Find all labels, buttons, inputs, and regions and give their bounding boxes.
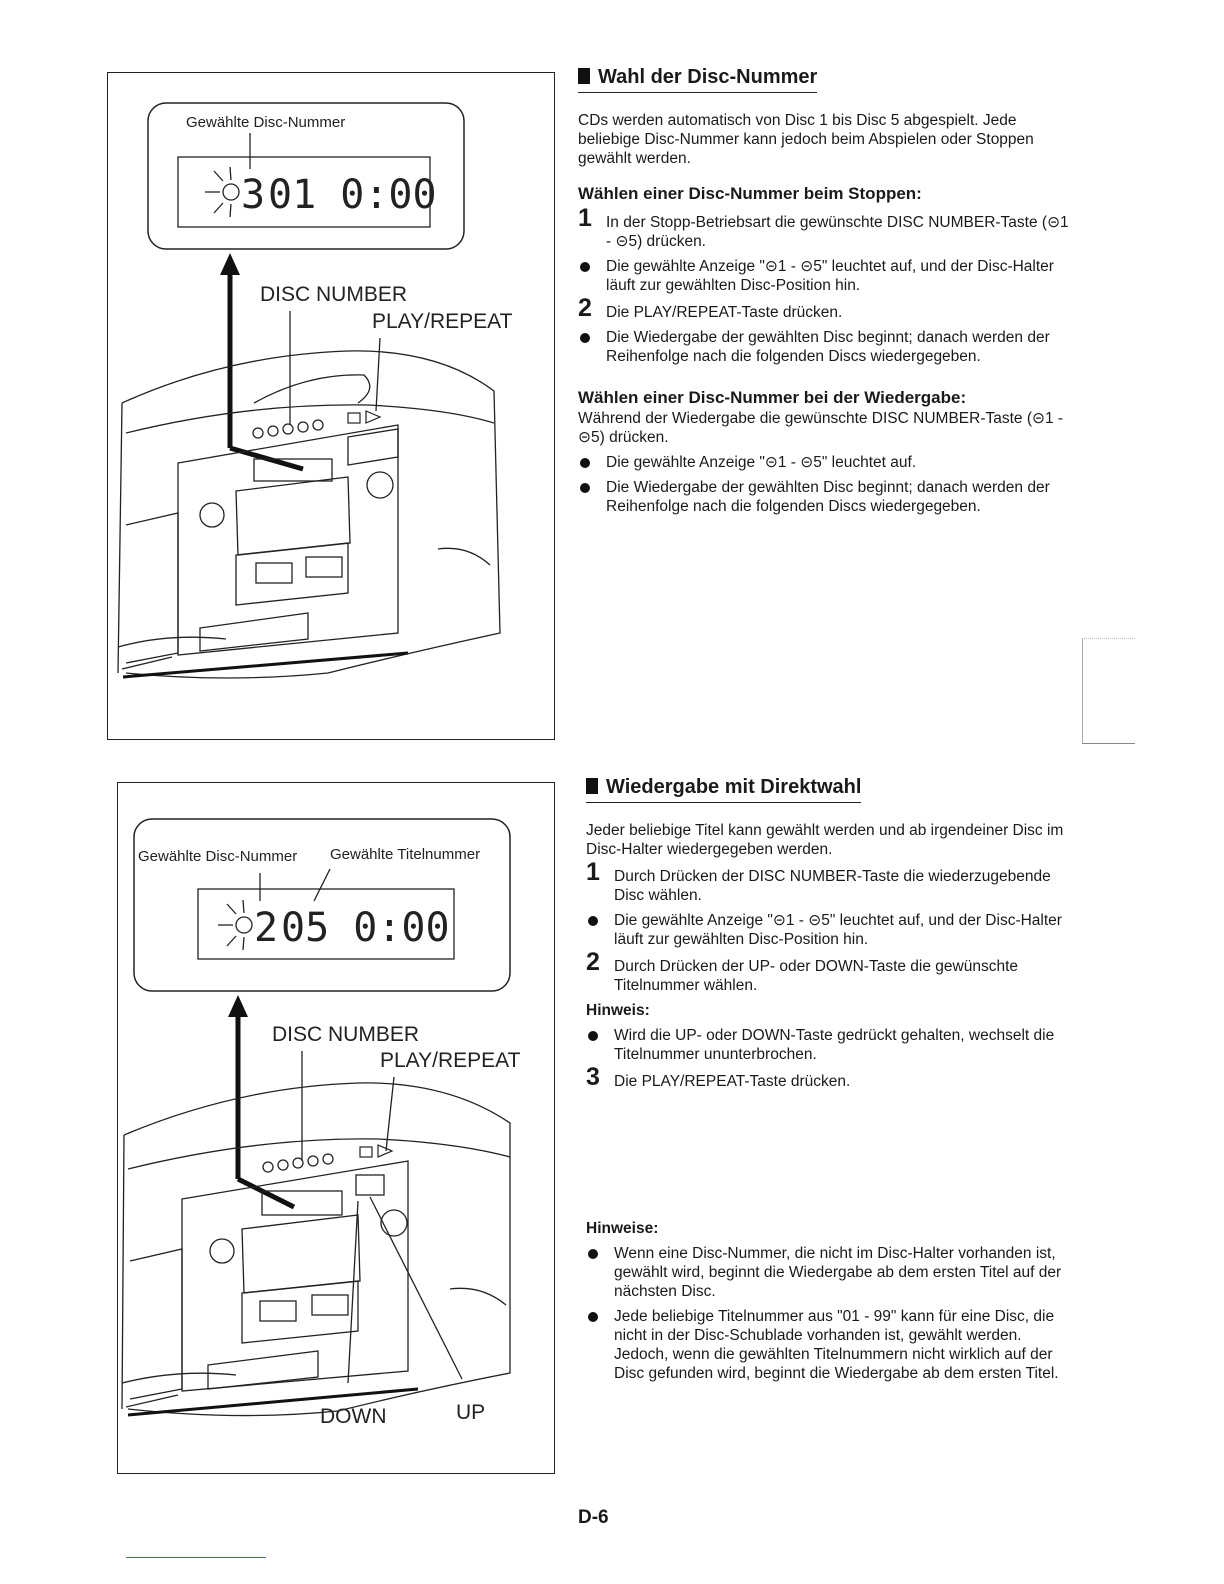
subheading-playback: Wählen einer Disc-Nummer bei der Wiedergabe: [578, 388, 967, 407]
bullet-item: Wird die UP- oder DOWN-Taste gedrückt gehalten, wechselt die Titelnummer ununterbrochen. [586, 1026, 1076, 1064]
note-heading: Hinweis: [586, 1002, 650, 1019]
square-bullet-icon [578, 68, 590, 84]
intro-text: Jeder beliebige Titel kann gewählt werden und ab irgendeiner Disc im Disc-Halter wiedergegeben werden. [586, 822, 1064, 858]
playback-text: Während der Wiedergabe die gewünschte DISC NUMBER-Taste (⊝1 - ⊝5) drücken. [578, 410, 1064, 446]
step-1: 1 In der Stopp-Betriebsart die gewünschte DISC NUMBER-Taste (⊝1 - ⊝5) drücken. [578, 204, 1069, 250]
bullet-dot-icon [588, 916, 598, 926]
bullet-item: Die Wiedergabe der gewählten Disc beginnt; danach werden der Reihenfolge nach die folgenden Discs wiedergegeben. [578, 478, 1073, 516]
callout-track-number: Gewählte Titelnummer [330, 846, 481, 863]
section-direct-selection [586, 774, 1076, 1387]
label-play-repeat: PLAY/REPEAT [372, 310, 513, 333]
page-number: D-6 [578, 1507, 609, 1528]
label-down: DOWN [320, 1405, 387, 1428]
bullet-dot-icon [588, 1312, 598, 1322]
label-up: UP [456, 1401, 486, 1424]
section-heading: Wahl der Disc-Nummer [578, 64, 817, 93]
bullet-dot-icon [580, 458, 590, 468]
square-bullet-icon [586, 778, 598, 794]
lcd-track-time: 01 0:00 [268, 172, 437, 218]
boombox-illustration-1 [108, 73, 554, 739]
disc-number-buttons [253, 420, 323, 438]
disc-indicator-icon [205, 167, 239, 217]
callout-disc-number: Gewählte Disc-Nummer [186, 114, 346, 131]
bullet-item: Die gewählte Anzeige "⊝1 - ⊝5" leuchtet auf, und der Disc-Halter läuft zur gewählten Disc-Position hin. [586, 911, 1076, 949]
bullet-item: Die gewählte Anzeige "⊝1 - ⊝5" leuchtet auf. [578, 453, 1073, 472]
lcd-disc-digit: 2 [254, 905, 279, 951]
lcd-track-time: 05 0:00 [281, 905, 450, 951]
step-1: 1 Durch Drücken der DISC NUMBER-Taste die wiederzugebende Disc wählen. [586, 858, 1051, 904]
label-disc-number: DISC NUMBER [272, 1023, 420, 1046]
bullet-dot-icon [580, 262, 590, 272]
boombox-body [118, 351, 500, 678]
callout-disc-number: Gewählte Disc-Nummer [138, 848, 298, 865]
bullet-dot-icon [580, 483, 590, 493]
step-2: 2 Die PLAY/REPEAT-Taste drücken. [578, 294, 843, 322]
bullet-dot-icon [580, 333, 590, 343]
section-disc-number [578, 64, 1073, 520]
section-heading: Wiedergabe mit Direktwahl [586, 774, 861, 803]
bullet-item: Jede beliebige Titelnummer aus "01 - 99" kann für eine Disc, die nicht in der Disc-Schublade vorhanden ist, gewählt werden. Jedoch, wenn die gewählten Titelnummern nicht wirklich auf der Disc gefunden wird, beginnt die Wiedergabe ab dem ersten Titel. [586, 1307, 1076, 1383]
bullet-item: Die Wiedergabe der gewählten Disc beginnt; danach werden der Reihenfolge nach die folgenden Discs wiedergegeben. [578, 328, 1073, 366]
disc-number-buttons [263, 1154, 333, 1172]
step-3: 3 Die PLAY/REPEAT-Taste drücken. [586, 1063, 851, 1091]
label-play-repeat: PLAY/REPEAT [380, 1049, 521, 1072]
figure-disc-selection [107, 72, 555, 740]
figure-direct-selection [117, 782, 555, 1474]
bullet-item: Wenn eine Disc-Nummer, die nicht im Disc-Halter vorhanden ist, gewählt wird, beginnt die Wiedergabe ab dem ersten Titel auf der nächsten Disc. [586, 1244, 1076, 1301]
boombox-body [122, 1083, 510, 1416]
lcd-disc-digit: 3 [241, 172, 266, 218]
notes-heading: Hinweise: [586, 1220, 659, 1237]
bullet-item: Die gewählte Anzeige "⊝1 - ⊝5" leuchtet auf, und der Disc-Halter läuft zur gewählten Disc-Position hin. [578, 257, 1073, 295]
margin-tab-marker [1082, 638, 1135, 744]
bottom-rule [126, 1557, 266, 1558]
step-2: 2 Durch Drücken der UP- oder DOWN-Taste die gewünschte Titelnummer wählen. [586, 948, 1019, 994]
disc-indicator-icon [218, 900, 252, 950]
label-disc-number: DISC NUMBER [260, 283, 408, 306]
subheading-stop: Wählen einer Disc-Nummer beim Stoppen: [578, 184, 922, 203]
bullet-dot-icon [588, 1249, 598, 1259]
bullet-dot-icon [588, 1031, 598, 1041]
boombox-illustration-2 [118, 783, 554, 1473]
intro-text: CDs werden automatisch von Disc 1 bis Disc 5 abgespielt. Jede beliebige Disc-Nummer kann jedoch beim Abspielen oder Stoppen gewählt werden. [578, 112, 1034, 167]
